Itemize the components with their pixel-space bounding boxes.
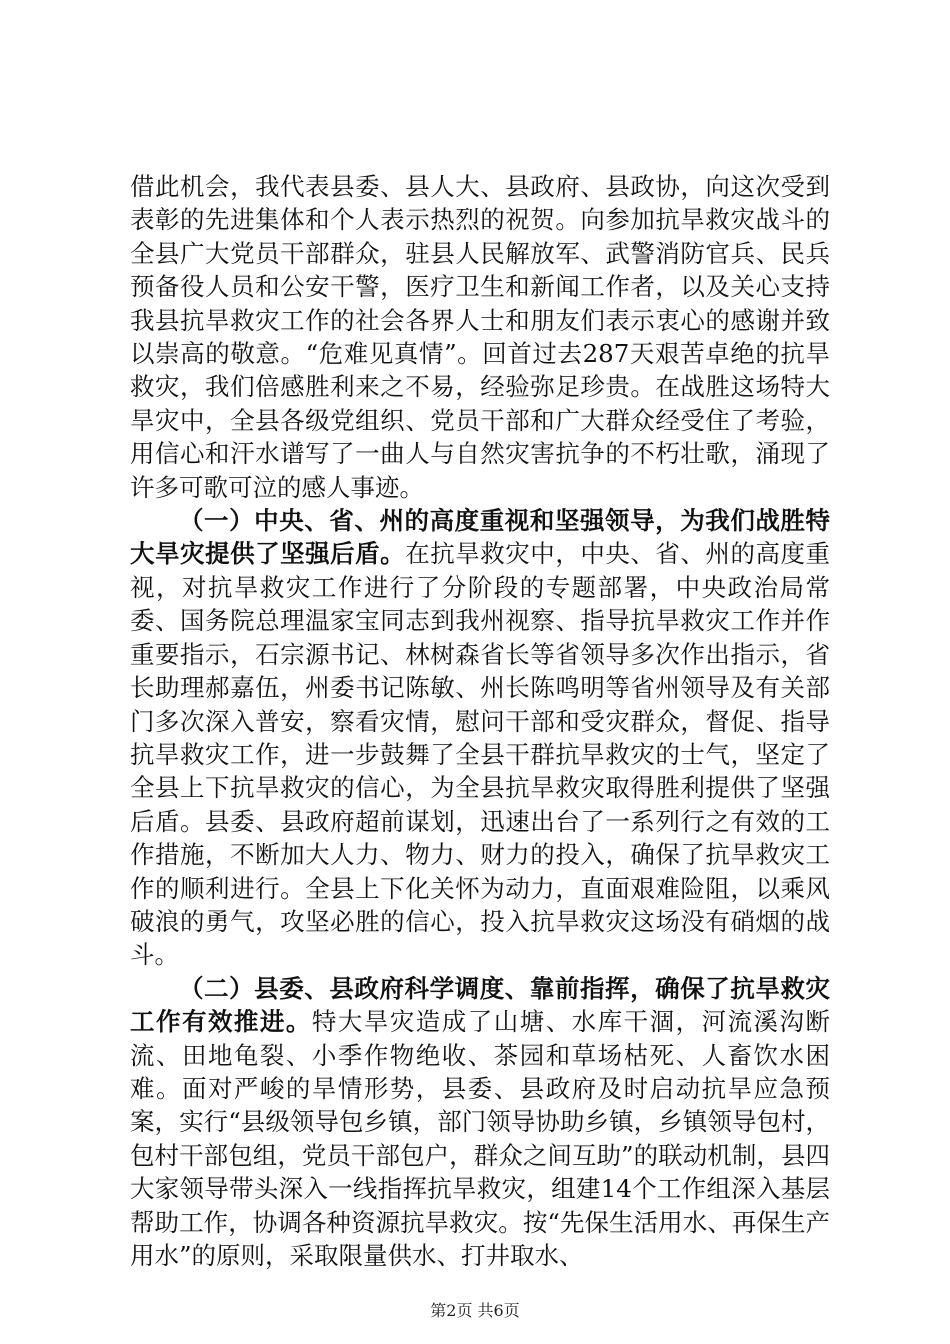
section-1-body: 在抗旱救灾中，中央、省、州的高度重视，对抗旱救灾工作进行了分阶段的专题部署，中央政治局常委、国务院总理温家宝同志到我州视察、指导抗旱救灾工作并作重要指示，石宗源书记、林树森省长等省领导多次作出指示，省长助理郝嘉伍，州委书记陈敏、州长陈鸣明等省州领导及有关部门多次深入普安，察看灾情，慰问干部和受灾群众，督促、指导抗旱救灾工作，进一步鼓舞了全县干群抗旱救灾的士气，坚定了全县上下抗旱救灾的信心，为全县抗旱救灾取得胜利提供了坚强后盾。县委、县政府超前谋划，迅速出台了一系列行之有效的工作措施，不断加大人力、物力、财力的投入，确保了抗旱救灾工作的顺利进行。全县上下化关怀为动力，直面艰难险阻，以乘风破浪的勇气，攻坚必胜的信心，投入抗旱救灾这场没有硝烟的战斗。 [130, 539, 830, 970]
page-footer: 第2页 共6页 [430, 1301, 520, 1320]
section-1-paragraph [130, 504, 830, 972]
section-2-body: 特大旱灾造成了山塘、水库干涸，河流溪沟断流、田地龟裂、小季作物绝收、茶园和草场枯死、人畜饮水困难。面对严峻的旱情形势，县委、县政府及时启动抗旱应急预案，实行“县级领导包乡镇，部门领导协助乡镇，乡镇领导包村，包村干部包组，党员干部包户，群众之间互助”的联动机制，县四大家领导带头深入一线指挥抗旱救灾，组建14个工作组深入基层帮助工作，协调各种资源抗旱救灾。按“先保生活用水、再保生产用水”的原则，采取限量供水、打井取水、 [130, 1007, 831, 1270]
document-body [130, 170, 830, 1272]
section-2-heading: （二）县委、县政府科学调度、靠前指挥，确保了抗旱救灾工作有效推进。 [130, 973, 830, 1037]
section-1-heading: （一）中央、省、州的高度重视和坚强领导，为我们战胜特大旱灾提供了坚强后盾。 [130, 506, 830, 569]
intro-paragraph: 借此机会，我代表县委、县人大、县政府、县政协，向这次受到表彰的先进集体和个人表示热烈的祝贺。向参加抗旱救灾战斗的全县广大党员干部群众，驻县人民解放军、武警消防官兵、民兵预备役人员和公安干警，医疗卫生和新闻工作者，以及关心支持我县抗旱救灾工作的社会各界人士和朋友们表示衷心的感谢并致以崇高的敬意。“危难见真情”。回首过去287天艰苦卓绝的抗旱救灾，我们倍感胜利来之不易，经验弥足珍贵。在战胜这场特大旱灾中，全县各级党组织、党员干部和广大群众经受住了考验，用信心和汗水谱写了一曲人与自然灾害抗争的不朽壮歌，涌现了许多可歌可泣的感人事迹。 [130, 172, 830, 502]
section-2-paragraph [130, 972, 830, 1273]
